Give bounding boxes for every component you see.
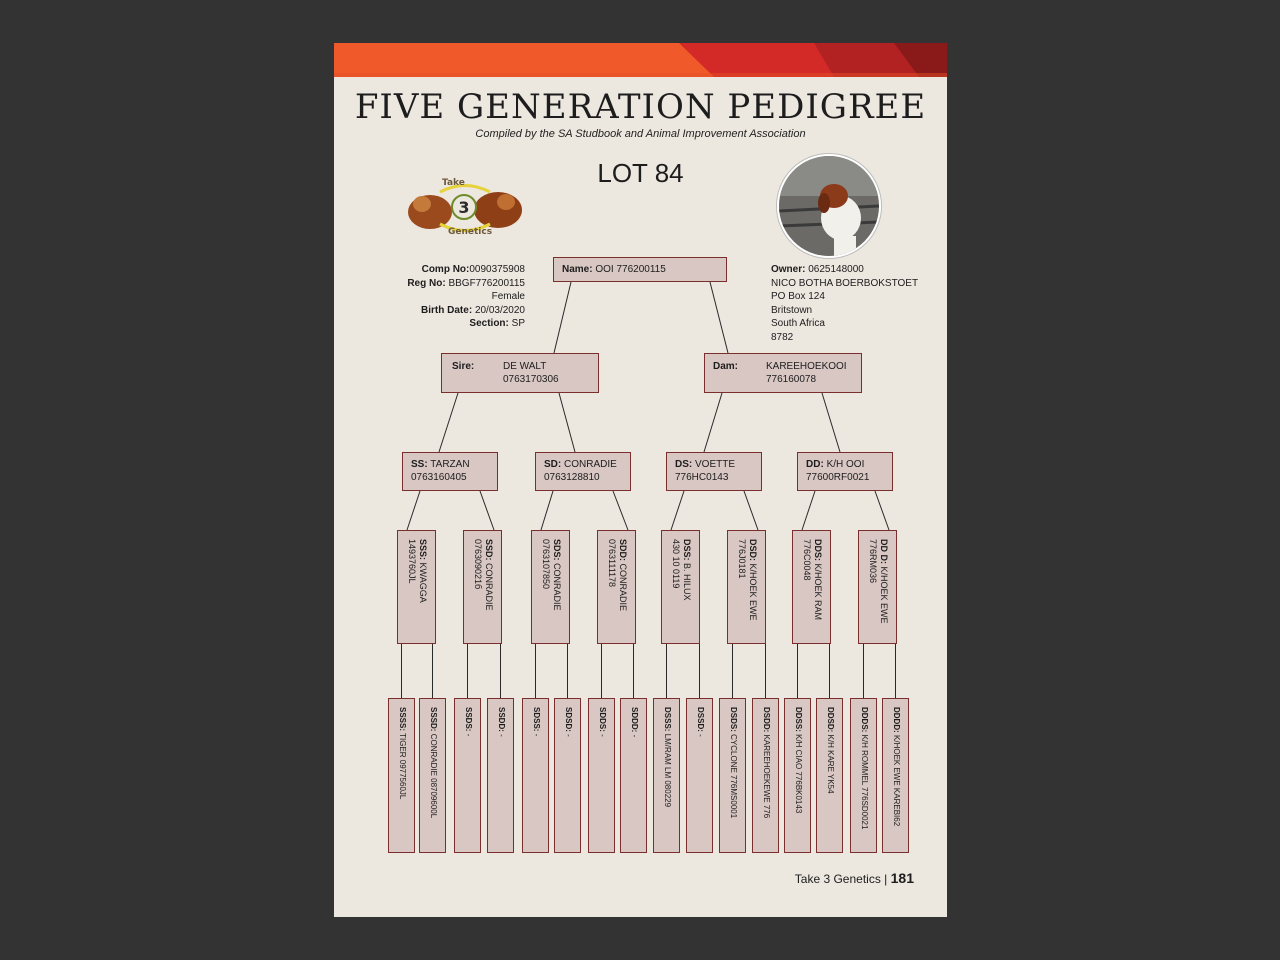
gen4-label: SSDS: <box>463 707 473 732</box>
gen4-label: SDSD: <box>563 707 573 732</box>
gen4-label: SSDD: <box>496 707 506 732</box>
dam-label: Dam: <box>713 361 739 372</box>
gen4-label: DSDD: <box>761 707 771 733</box>
gen4-box <box>653 698 680 853</box>
gen4-label: DSSD: <box>695 707 705 732</box>
gen4-value: CONRADIE 08709600L <box>428 733 438 819</box>
owner-name: NICO BOTHA BOERBOKSTOET <box>771 277 919 289</box>
gen4-value: TIGER 0977560JL <box>397 733 407 800</box>
gen4-value: - <box>597 734 607 737</box>
gen2-name: VOETTE <box>695 459 736 470</box>
gen4-value: - <box>695 734 705 737</box>
owner-postcode: 8782 <box>771 331 794 343</box>
gen3-label: DD D: <box>878 539 889 564</box>
gen4-value: K/H ROMMEL 776SD0021 <box>859 734 869 830</box>
gen3-name: CONRADIE <box>551 563 562 611</box>
name-label: Name: <box>562 264 593 275</box>
gen2-name: K/H OOI <box>826 459 865 470</box>
gen3-label: DSD: <box>747 539 758 561</box>
gen4-value: CYCLONE 776MS0001 <box>728 734 738 819</box>
page-subtitle: Compiled by the SA Studbook and Animal Improvement Association <box>475 128 806 140</box>
gen4-box <box>487 698 514 853</box>
gen3-name: KWAGGA <box>417 562 428 603</box>
owner-phone: 0625148000 <box>808 264 864 275</box>
sire-box <box>441 353 599 393</box>
dam-id: 776160078 <box>766 374 817 385</box>
logo-bottom-text: Genetics <box>448 227 493 237</box>
dam-name: KAREEHOEKOOI <box>766 361 847 372</box>
gen3-box <box>397 530 436 644</box>
gen3-label: SDD: <box>617 539 628 561</box>
gen3-label: SDS: <box>551 539 562 561</box>
gen3-id: 776RM036 <box>867 539 878 584</box>
gen4-box <box>850 698 877 853</box>
gen4-box <box>882 698 909 853</box>
owner-address-2: Britstown <box>771 304 813 316</box>
gen4-value: LM/RAM LM 080229 <box>662 733 672 808</box>
gen3-name: B. HILUX <box>681 563 692 601</box>
catalogue-page <box>334 43 947 917</box>
owner-address-1: PO Box 124 <box>771 291 825 302</box>
gen4-box <box>588 698 615 853</box>
owner-label: Owner: <box>771 264 806 275</box>
gen2-id: 77600RF0021 <box>806 472 870 483</box>
reg-no-label: Reg No: <box>407 277 446 289</box>
gen4-box <box>719 698 746 853</box>
gen4-label: SDDD: <box>629 707 639 733</box>
gen4-box <box>522 698 549 853</box>
gen2-label: SS: <box>411 459 428 470</box>
gen3-box <box>858 530 897 644</box>
gen3-label: SSS: <box>417 539 428 561</box>
gen2-box <box>666 452 762 491</box>
gen2-id: 0763128810 <box>544 472 600 483</box>
gen4-box <box>752 698 779 853</box>
animal-name-box <box>553 257 727 282</box>
gen3-id: 776J0181 <box>736 539 747 579</box>
gen3-box <box>597 530 636 644</box>
gen4-box <box>620 698 647 853</box>
gen3-label: DSS: <box>681 539 692 561</box>
gen3-box <box>661 530 700 644</box>
gen3-box <box>727 530 766 644</box>
gen4-box <box>784 698 811 853</box>
gen4-value: - <box>531 733 541 737</box>
gen3-name: K/HOEK EWE <box>747 563 758 621</box>
section-value: SP <box>511 318 525 329</box>
gen3-label: SSD: <box>483 539 494 561</box>
gen3-name: CONRADIE <box>483 563 494 611</box>
gen2-label: DD: <box>806 459 824 470</box>
gen3-name: CONRADIE <box>617 563 628 612</box>
reg-no-value: BBGF776200115 <box>448 277 525 289</box>
gen3-id: 776C0048 <box>801 539 812 581</box>
gen3-name: K/HOEK RAM <box>812 563 823 621</box>
gen4-value: K/H KARE YK54 <box>825 734 835 794</box>
lot-number: LOT 84 <box>597 158 684 188</box>
gen3-id: 0763111178 <box>606 539 617 588</box>
sire-id: 0763170306 <box>503 374 559 385</box>
gen4-value: - <box>463 733 473 737</box>
gen4-label: DSDS: <box>728 707 738 732</box>
gen4-box <box>686 698 713 853</box>
page-number: 181 <box>890 870 914 886</box>
dam-box <box>704 353 862 393</box>
gen4-value: - <box>496 734 506 737</box>
gen4-label: DDDS: <box>859 707 869 733</box>
gen4-value: KAREEHOEKEWE 776 <box>761 734 771 819</box>
gen4-label: DDSS: <box>793 707 803 732</box>
gen3-box <box>792 530 831 644</box>
gen4-label: DDSD: <box>825 707 835 733</box>
gen4-box <box>816 698 843 853</box>
gen2-id: 776HC0143 <box>675 472 729 483</box>
gen2-box <box>797 452 893 491</box>
gen2-label: SD: <box>544 459 562 470</box>
gen3-id: 1493760JL <box>406 539 417 584</box>
gen2-id: 0763160405 <box>411 472 467 483</box>
footer-separator: | <box>884 872 888 886</box>
logo-number: 3 <box>458 198 470 217</box>
gen3-id: 430 10 0119 <box>670 539 681 589</box>
gen4-label: SDDS: <box>597 707 607 732</box>
sex-value: Female <box>491 291 525 302</box>
gen3-label: DDS: <box>812 539 823 561</box>
gen3-box <box>531 530 570 644</box>
gen2-box <box>402 452 498 491</box>
gen4-value: - <box>563 734 573 737</box>
gen3-name: K/HOEK EWE <box>878 566 889 624</box>
comp-no-value: 0090375908 <box>469 264 525 275</box>
birth-date-label: Birth Date: <box>421 304 473 316</box>
gen4-box <box>554 698 581 853</box>
section-label: Section: <box>469 318 509 329</box>
gen4-label: SDSS: <box>531 707 541 732</box>
gen3-id: 076309021б <box>472 539 483 590</box>
gen2-name: TARZAN <box>430 459 470 470</box>
gen4-value: - <box>629 734 639 738</box>
page-title: FIVE GENERATION PEDIGREE <box>354 87 927 127</box>
comp-no-label: Comp No: <box>421 264 470 275</box>
gen4-value: K/HOEK EWE KAREBI62 <box>891 735 901 827</box>
gen4-label: SSSD: <box>428 707 438 732</box>
footer-brand: Take 3 Genetics <box>794 872 881 886</box>
gen4-label: SSSS: <box>397 707 407 732</box>
gen2-box <box>535 452 631 491</box>
gen4-label: DDDD: <box>891 707 901 733</box>
birth-date-value: 20/03/2020 <box>474 304 525 316</box>
gen3-box <box>463 530 502 644</box>
gen4-value: K/H CIAO 776BK0143 <box>793 734 803 814</box>
gen4-box <box>388 698 415 853</box>
gen3-id: 0763107850 <box>540 539 551 590</box>
page-footer <box>795 870 914 886</box>
gen2-label: DS: <box>675 459 693 470</box>
owner-address-3: South Africa <box>771 318 825 329</box>
gen4-box <box>454 698 481 853</box>
gen4-label: DSSS: <box>662 707 672 732</box>
sire-name: DE WALT <box>503 361 547 372</box>
name-value: OOI 776200115 <box>595 264 666 275</box>
logo-top-text: Take <box>442 178 465 188</box>
sire-label: Sire: <box>452 361 475 372</box>
gen4-box <box>419 698 446 853</box>
gen2-name: CONRADIE <box>564 459 617 470</box>
